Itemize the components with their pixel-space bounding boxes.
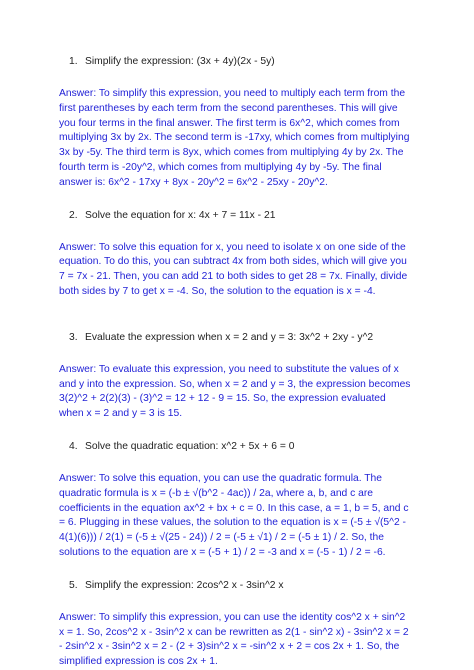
question-number: 1. <box>69 56 78 67</box>
question-number: 3. <box>69 331 78 343</box>
question-2 <box>69 209 412 223</box>
question-text: Solve the quadratic equation: x^2 + 5x + 6 = 0 <box>85 440 295 452</box>
question-number: 4. <box>69 440 78 452</box>
question-number: 5. <box>69 579 78 591</box>
question-4 <box>69 440 412 454</box>
answer-5: Answer: To simplify this expression, you can use the identity cos^2 x + sin^2 x = 1. So, 2cos^2 x - 3sin^2 x can be rewritten as 2(1 - sin^2 x) - 3sin^2 x = 2 - 2sin^2 x - 3sin^2 x = 2 - (2 + 3)sin^2 x = -sin^2 x + 2 = cos 2x + 1. So, the simplified expression is cos 2x + 1. <box>59 611 409 668</box>
question-text: Solve the equation for x: 4x + 7 = 11x - 21 <box>85 209 276 221</box>
answer-3: Answer: To evaluate this expression, you need to substitute the values of x and y into the expression. So, when x = 2 and y = 3, the expression becomes 3(2)^2 + 2(2)(3) - (3)^2 = 12 + 12 - 9 = 15. So, the expression evaluated when x = 2 and y = 3 is 15. <box>59 363 411 420</box>
question-3 <box>69 331 412 345</box>
answer-1: Answer: To simplify this expression, you need to multiply each term from the first parentheses by each term from the second parentheses. This will give you four terms in the final answer. The first term is 6x^2, which comes from multiplying 3x by 2x. The second term is -17xy, which comes from multiplying 3x by -5y. The third term is 8yx, which comes from multiplying 4y by 2x. The fourth term is -20y^2, which comes from multiplying 4y by -5y. The final answer is: 6x^2 - 17xy + 8yx - 20y^2 = 6x^2 - 25xy - 20y^2. <box>59 88 410 188</box>
question-number: 2. <box>69 209 78 221</box>
question-text: Simplify the expression: 2cos^2 x - 3sin^2 x <box>85 579 284 591</box>
question-5 <box>69 579 412 593</box>
answer-4: Answer: To solve this equation, you can use the quadratic formula. The quadratic formula is x = (-b ± √(b^2 - 4ac)) / 2a, where a, b, and c are coefficients in the equation ax^2 + bx + c = 0. In this case, a = 1, b = 5, and c = 6. Plugging in these values, the solution to the equation is x = (-5 ± √(5^2 - 4(1)(6))) / 2(1) = (-5 ± √(25 - 24)) / 2 = (-5 ± √1) / 2 = (-5 ± 1) / 2. So, the solutions to the equation are x = (-5 + 1) / 2 = -3 and x = (-5 - 1) / 2 = -6. <box>59 472 409 558</box>
question-1 <box>69 55 412 69</box>
question-text: Simplify the expression: (3x + 4y)(2x - 5y) <box>85 56 275 67</box>
question-text: Evaluate the expression when x = 2 and y = 3: 3x^2 + 2xy - y^2 <box>85 331 374 343</box>
answer-2: Answer: To solve this equation for x, you need to isolate x on one side of the equation. To do this, you can subtract 4x from both sides, which will give you 7 = 7x - 21. Then, you can add 21 to both sides to get 28 = 7x. Finally, divide both sides by 7 to get x = -4. So, the solution to the equation is x = -4. <box>59 241 408 297</box>
